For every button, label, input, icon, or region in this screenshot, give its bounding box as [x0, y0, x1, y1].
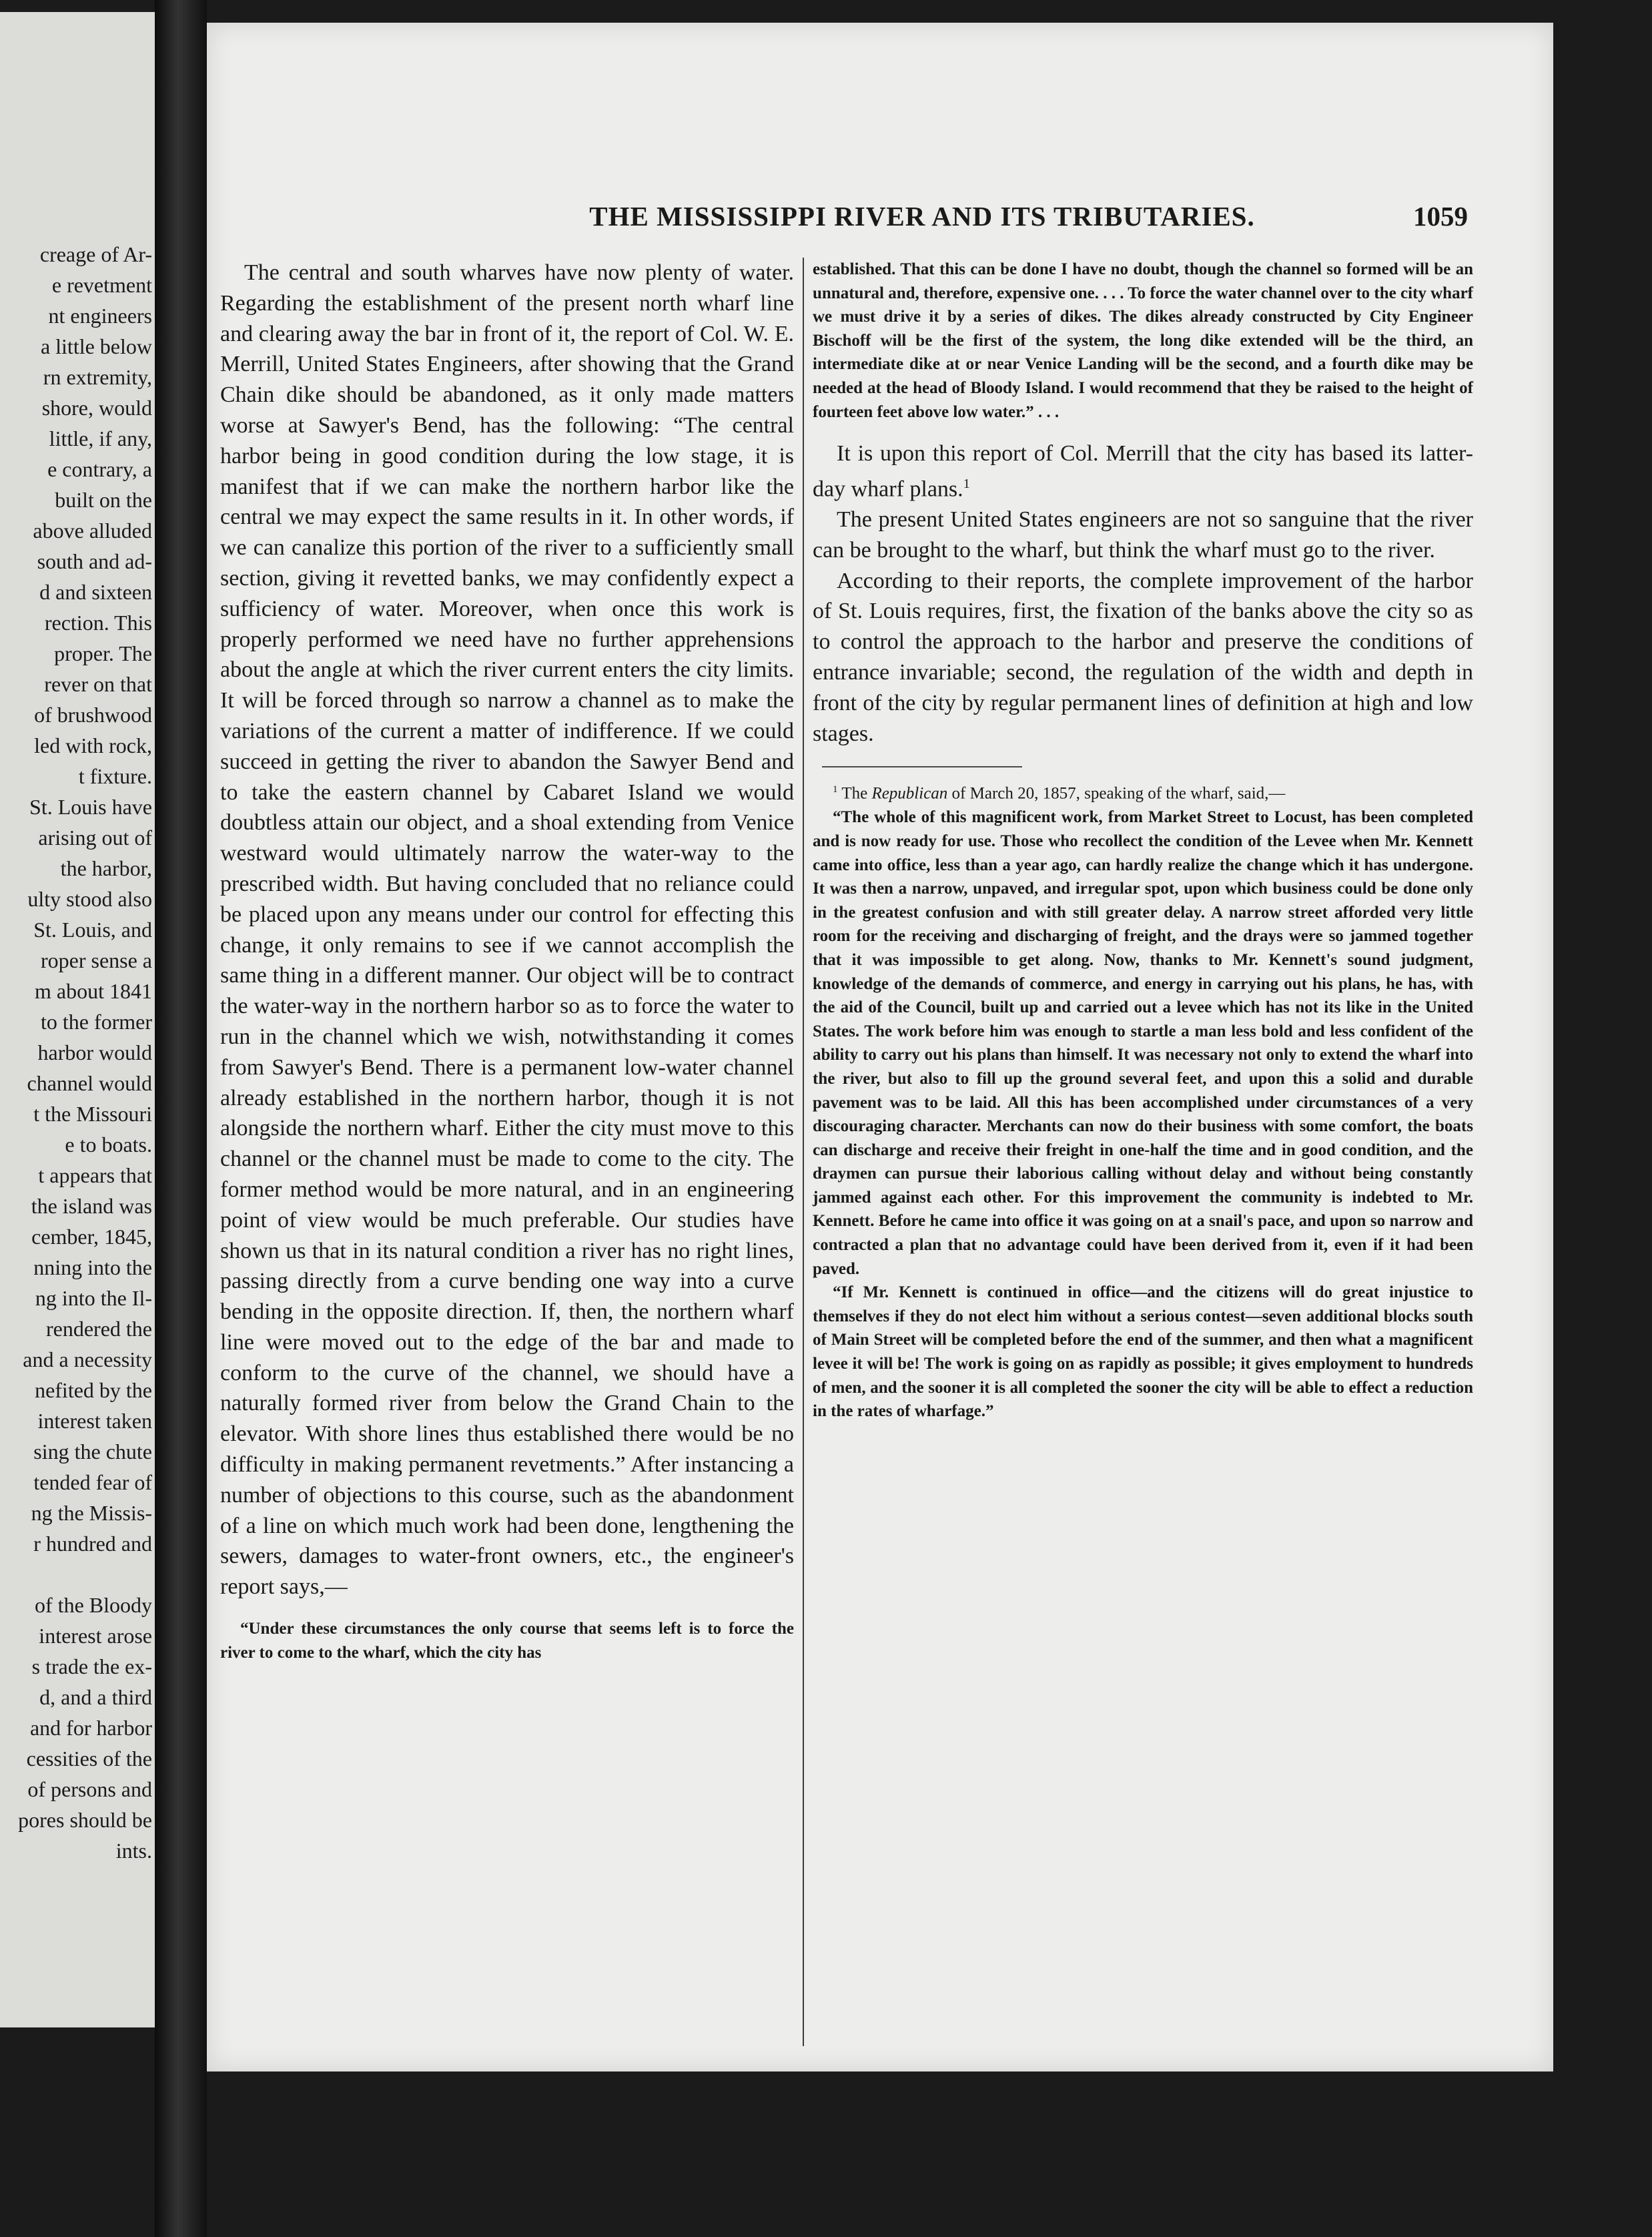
block-quote: “Under these circumstances the only course that seems left is to force the river to come to the wharf, which the city has [220, 1620, 794, 1662]
left-page-line: shore, would [41, 396, 152, 420]
page-number: 1059 [1413, 201, 1468, 232]
left-page-line [0, 1559, 152, 1590]
left-page-line: rection. This [44, 611, 152, 635]
left-page-line: St. Louis, and [33, 918, 152, 942]
left-page-text-fragments [0, 239, 152, 1866]
footnote-ref: 1 [963, 476, 970, 491]
left-page-line: channel would [27, 1071, 152, 1095]
left-page-line: rendered the [45, 1317, 152, 1341]
right-column [813, 258, 1473, 1423]
footnote-marker: 1 [833, 784, 838, 795]
left-page-line: e revetment [51, 273, 152, 297]
left-page-line: and a necessity [23, 1347, 152, 1371]
left-page-line: nning into the [33, 1255, 152, 1279]
left-page-line: ints. [115, 1839, 152, 1863]
left-page-line: a little below [40, 334, 152, 358]
left-page-line: nt engineers [48, 304, 152, 328]
left-page-line: of the Bloody [35, 1593, 152, 1617]
left-page-line: e to boats. [65, 1133, 152, 1157]
left-page-line: pores should be [18, 1808, 152, 1832]
left-page-line: nefited by the [35, 1378, 152, 1402]
left-page-line: t the Missouri [33, 1102, 152, 1126]
left-page-line: ulty stood also [27, 887, 152, 911]
left-page-line: above alluded [33, 519, 152, 543]
footnote-intro: $^1$ The Republican of March 20, 1857, speaking of the wharf, said,— [833, 784, 1286, 803]
book-gutter [155, 0, 207, 2237]
body-paragraph: The present United States engineers are not so sanguine that the river can be brought to the wharf, but think the wharf must go to the river. [813, 507, 1473, 563]
block-quote-continued: established. That this can be done I have no doubt, though the channel so formed will be an unnatural and, therefore, expensive one. . . . To force the water channel over to the city wharf we must drive it by a series of dikes. The dikes already constructed by City Engineer Bischoff will be the first of the system, the long dike extended will be the third, an intermediate dike at or near Venice Landing will be the second, and a fourth dike may be needed at the head of Bloody Island. I would recommend that they be raised to the height of fourteen feet above low water.” . . . [813, 260, 1473, 421]
left-page-line: d, and a third [39, 1685, 152, 1709]
left-page-line: t fixture. [78, 764, 152, 788]
left-page-line: arising out of [38, 826, 152, 850]
left-page-line: the island was [31, 1194, 152, 1218]
left-page-line: proper. The [54, 641, 152, 665]
left-page-line: of persons and [27, 1777, 152, 1801]
left-page-line: cessities of the [26, 1746, 152, 1771]
left-page-line: interest taken [37, 1409, 152, 1433]
left-page-line: m about 1841 [35, 979, 152, 1003]
body-paragraph: According to their reports, the complete improvement of the harbor of St. Louis requires, first, the fixation of the banks above the city so as to control the approach to the harbor and preserve the conditions of entrance invariable; second, the regulation of the width and depth in front of the city by regular permanent lines of definition at high and low stages. [813, 568, 1473, 746]
left-page-line: ng the Missis- [31, 1501, 152, 1525]
left-page-line: St. Louis have [29, 795, 152, 819]
left-page-line: little, if any, [49, 426, 152, 450]
left-page-line: harbor would [37, 1040, 152, 1064]
left-page-line: rever on that [44, 672, 152, 696]
left-page-line: roper sense a [40, 948, 152, 972]
footnote-quote: “If Mr. Kennett is continued in office—and the citizens will do great injustice to themselves if they do not elect him without a serious contest—seven additional blocks south of Main Street will be completed before the end of the summer, and then what a magnificent levee it will be! The work is going on as rapidly as possible; it gives employment to hundreds of men, and the sooner it is all completed the sooner the city will be able to effect a reduction in the rates of wharfage.” [813, 1283, 1473, 1421]
footnote-rule [822, 766, 1022, 767]
left-page-line: tended fear of [33, 1470, 152, 1494]
left-page-line: built on the [55, 488, 152, 512]
left-page-line: r hundred and [33, 1532, 152, 1556]
footnote-quote: “The whole of this magnificent work, from Market Street to Locust, has been completed and is now ready for use. Those who recollect the condition of the Levee when Mr. Kennett came into office, less than a year ago, can hardly realize the change which it has undergone. It was then a narrow, unpaved, and irregular spot, upon which business could be done only in the greatest confusion and with still greater delay. A narrow street afforded very little room for the receiving and discharging of freight, and the drays were so jammed together that it was impossible to get along. Now, thanks to Mr. Kennett's sound judgment, knowledge of the demands of commerce, and energy in carrying out his plans, he has, with the aid of the Council, built up and carried out a levee which has not its like in the United States. The work before him was enough to startle a man less bold and less confident of the ability to carry out his plans than himself. It was necessary not only to extend the wharf into the river, but also to fill up the ground several feet, and upon this a solid and durable pavement was to be laid. All this has been accomplished under circumstances of a very discouraging character. Merchants can now do their business with some comfort, the boats can discharge and receive their freight in one-half the time and in good condition, and the draymen can pursue their laborious calling without delay and without being constantly jammed against each other. For this improvement the community is indebted to Mr. Kennett. Before he came into office it was going on at a snail's pace, and upon so narrow and contracted a plan that no advantage could have been derived from it, even if it had been paved. [813, 808, 1473, 1278]
left-page-line: cember, 1845, [31, 1225, 152, 1249]
left-page-line: creage of Ar- [39, 242, 152, 266]
body-paragraph [813, 438, 1473, 505]
left-page-line: of brushwood [34, 703, 152, 727]
left-page-line: interest arose [39, 1624, 152, 1648]
left-page-line: rn extremity, [43, 365, 152, 389]
left-page-line: the harbor, [60, 856, 152, 880]
left-page-line: d and sixteen [39, 580, 152, 604]
left-page-line: e contrary, a [47, 457, 152, 481]
newspaper-name: Republican [871, 784, 948, 803]
left-column [220, 258, 794, 1664]
left-page-line: and for harbor [29, 1716, 152, 1740]
column-divider [803, 258, 804, 2046]
left-page-line: s trade the ex- [31, 1654, 152, 1678]
left-page-line: t appears that [38, 1163, 152, 1187]
book-page [207, 23, 1553, 2071]
left-page-line: south and ad- [37, 549, 152, 573]
body-paragraph-text: It is upon this report of Col. Merrill that the city has based its latter-day wharf plans. [813, 441, 1473, 502]
left-page-line: to the former [40, 1010, 152, 1034]
left-page-line: ng into the Il- [35, 1286, 152, 1310]
left-page-sliver [0, 12, 155, 2027]
body-paragraph: The central and south wharves have now plenty of water. Regarding the establishment of the present north wharf line and clearing away the bar in front of it, the report of Col. W. E. Merrill, United States Engineers, after showing that the Grand Chain dike should be abandoned, as it only made matters worse at Sawyer's Bend, has the following: “The central harbor being in good condition during the low stage, it is manifest that if we can make the northern harbor like the central we may expect the same results in it. In other words, if we can canalize this portion of the river to a sufficiently small section, giving it revetted banks, we may confidently expect a sufficiency of water. Moreover, when once this work is properly performed we need have no further apprehensions about the angle at which the river current enters the city limits. It will be forced through so narrow a channel as to make the variations of the current a matter of indifference. If we could succeed in getting the river to abandon the Sawyer Bend and to take the eastern channel by Cabaret Island we would doubtless attain our object, and a shoal extending from Venice westward would ultimately narrow the water-way to the prescribed width. But having concluded that no reliance could be placed upon any means under our control for effecting this change, it only remains to see if we cannot accomplish the same thing in a different manner. Our object will be to contract the water-way in the northern harbor so as to force the water to run in the channel which we wish, notwithstanding it comes from Sawyer's Bend. There is a permanent low-water channel already established in the northern harbor, though it is not alongside the northern wharf. Either the city must move to this channel or the channel must be made to come to the city. The former method would be more natural, and in an engineering point of view would be much preferable. Our studies have shown us that in its natural condition a river has no right lines, passing directly from a curve bending one way into a curve bending in the opposite direction. If, then, the northern wharf line were moved out to the edge of the bar and made to conform to the curve of the channel, we should have a naturally formed river from below the Grand Chain to the elevator. With shore lines thus established there would be no difficulty in making permanent revetments.” After instancing a number of objections to this course, such as the abandonment of a line on which much work had been done, lengthening the sewers, damages to water-front owners, etc., the engineer's report says,— [220, 260, 794, 1600]
left-page-line: led with rock, [34, 733, 152, 757]
left-page-line: sing the chute [33, 1440, 152, 1464]
running-head: THE MISSISSIPPI RIVER AND ITS TRIBUTARIES. [589, 201, 1255, 232]
